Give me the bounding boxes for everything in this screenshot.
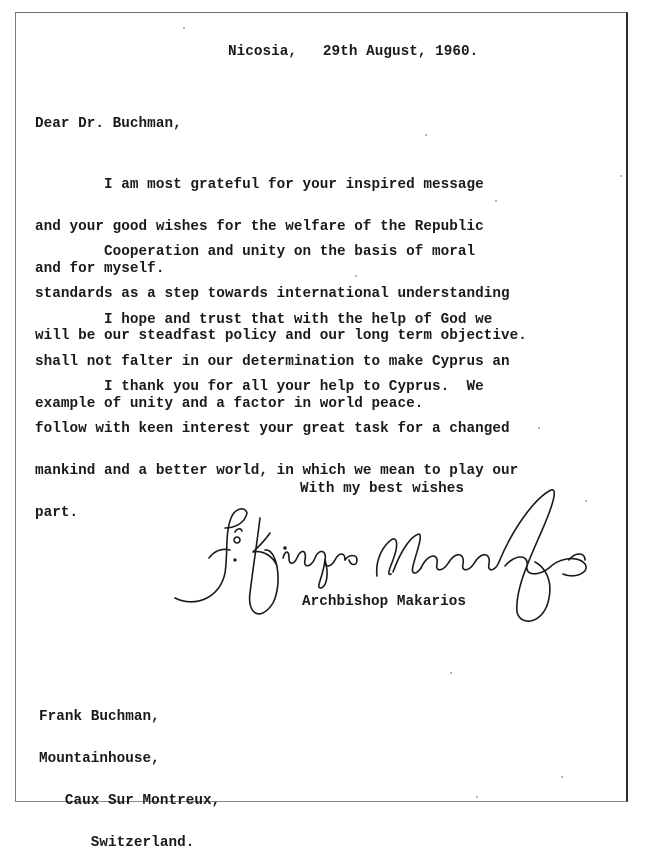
scan-speck: [585, 500, 587, 502]
scan-speck: [425, 134, 427, 136]
signatory-name: Archbishop Makarios: [302, 594, 466, 610]
paragraph-line: standards as a step towards international understanding: [35, 286, 510, 302]
paragraph-line: example of unity and a factor in world peace.: [35, 396, 424, 412]
paragraph-line: Cooperation and unity on the basis of moral: [35, 244, 476, 260]
scan-speck: [495, 200, 497, 202]
scan-speck: [355, 275, 357, 277]
scan-speck: [561, 776, 563, 778]
dateline: Nicosia, 29th August, 1960.: [228, 44, 479, 60]
paragraph-line: follow with keen interest your great task for a changed: [35, 421, 510, 437]
paragraph-line: shall not falter in our determination to make Cyprus an: [35, 354, 510, 370]
closing: With my best wishes: [300, 481, 464, 497]
paragraph-line: I thank you for all your help to Cyprus. We: [35, 379, 484, 395]
salutation: Dear Dr. Buchman,: [35, 116, 182, 132]
scan-speck: [476, 796, 478, 798]
paragraph-line: I am most grateful for your inspired message: [35, 177, 484, 193]
address-line: Caux Sur Montreux,: [39, 793, 221, 809]
scan-speck: [183, 27, 185, 29]
address-line: Frank Buchman,: [39, 709, 160, 725]
recipient-address: [39, 682, 220, 864]
scan-speck: [450, 672, 452, 674]
scan-speck: [620, 175, 622, 177]
address-line: Switzerland.: [39, 835, 195, 851]
scan-speck: [538, 427, 540, 429]
paragraph-line: part.: [35, 505, 79, 521]
paragraph-line: will be our steadfast policy and our long term objective.: [35, 328, 527, 344]
paragraph-line: I hope and trust that with the help of God we: [35, 312, 493, 328]
paragraph-line: and for myself.: [35, 261, 165, 277]
paragraph-line: mankind and a better world, in which we mean to play our: [35, 463, 519, 479]
address-line: Mountainhouse,: [39, 751, 160, 767]
paragraph-line: and your good wishes for the welfare of the Republic: [35, 219, 484, 235]
